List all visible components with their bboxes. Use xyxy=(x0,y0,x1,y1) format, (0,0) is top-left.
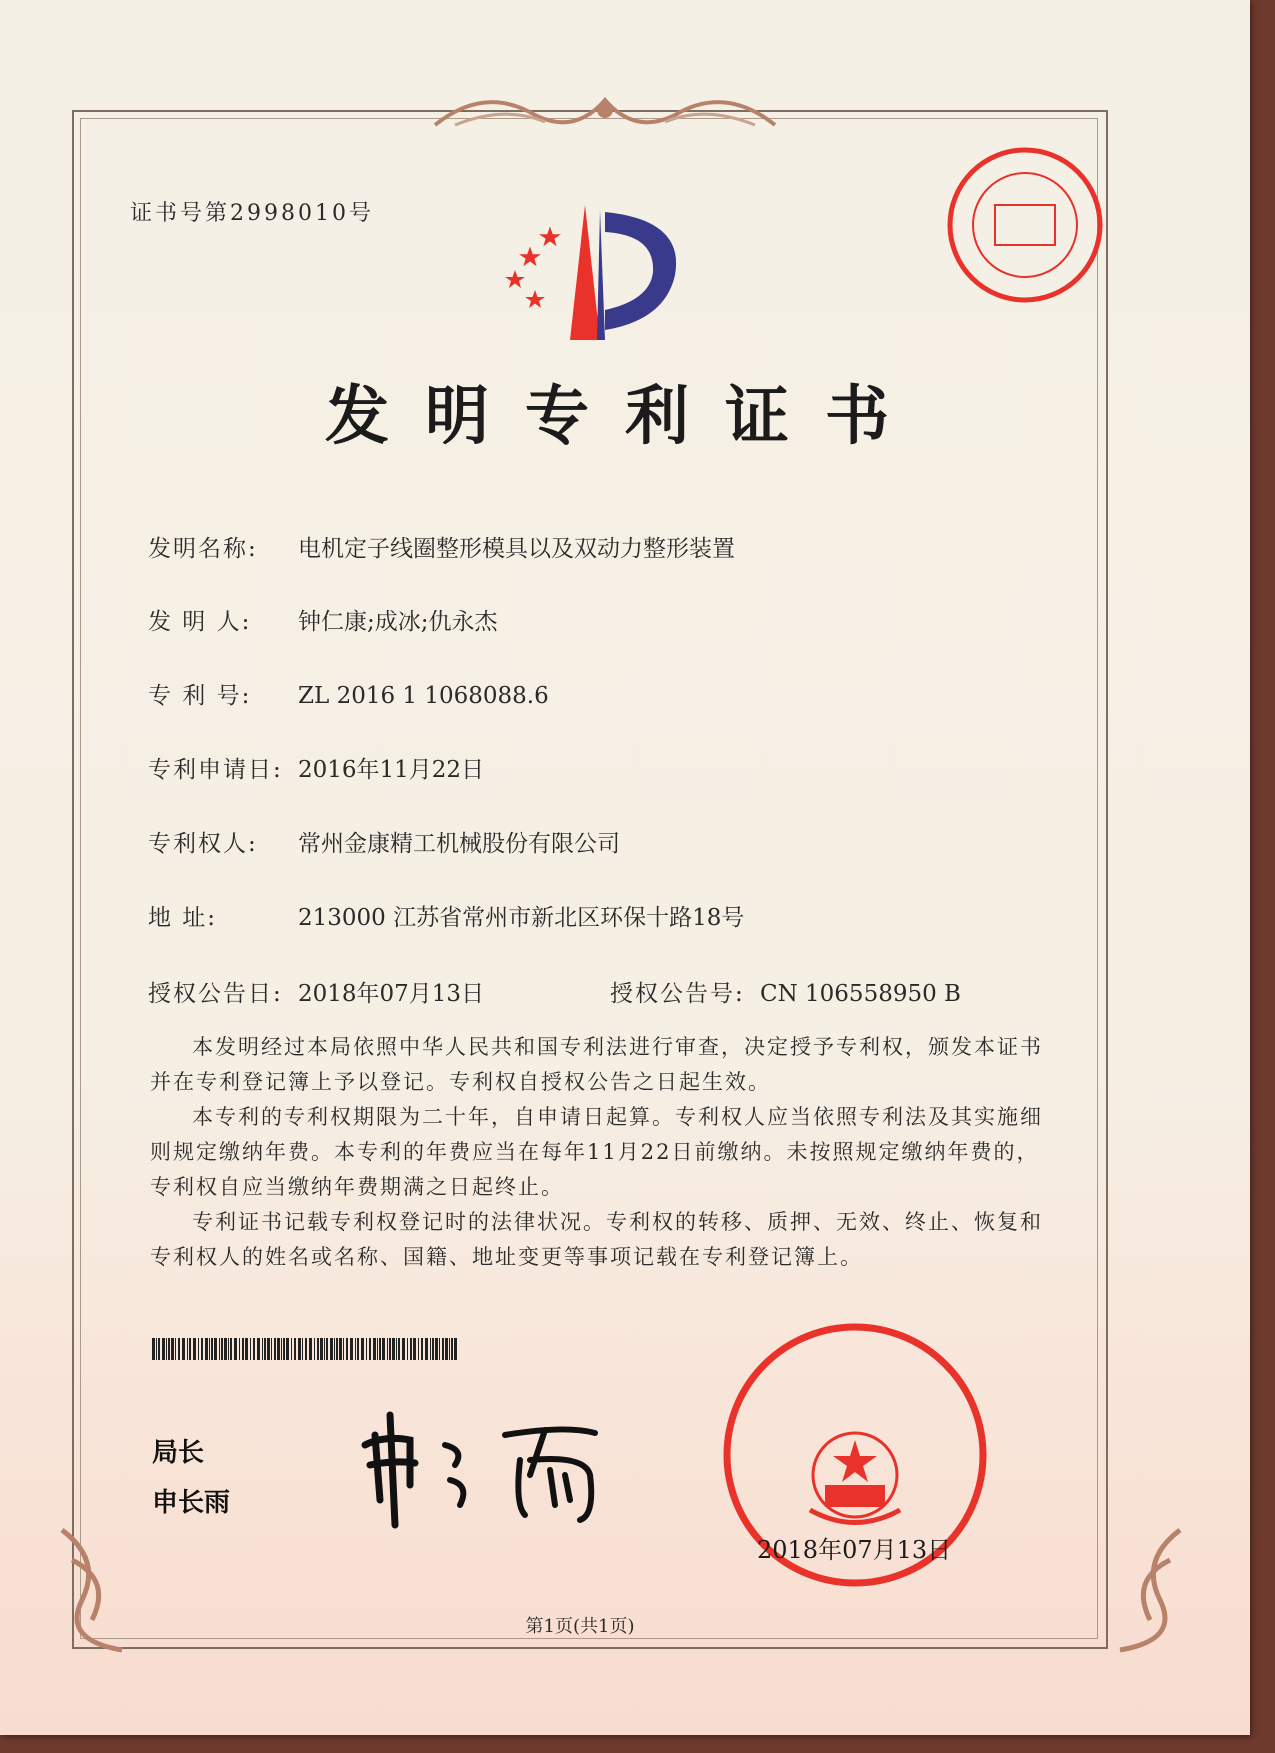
invention-name-label: 发明名称: xyxy=(148,536,258,562)
invention-name-value: 电机定子线圈整形模具以及双动力整形装置 xyxy=(298,536,735,562)
field-inventor xyxy=(148,603,498,636)
field-address xyxy=(148,899,744,932)
patentee-label: 专利权人: xyxy=(148,831,258,857)
filing-date-label: 专利申请日: xyxy=(148,757,283,783)
director-name: 申长雨 xyxy=(152,1488,231,1518)
inventor-value: 钟仁康;成冰;仇永杰 xyxy=(298,609,498,635)
field-grant-date xyxy=(148,975,484,1008)
inventor-label: 发 明 人: xyxy=(148,609,252,635)
field-filing-date xyxy=(148,751,484,784)
director-signature xyxy=(355,1405,615,1535)
grant-no-value: CN 106558950 B xyxy=(760,981,961,1007)
patentee-value: 常州金康精工机械股份有限公司 xyxy=(298,831,620,857)
barcode-icon xyxy=(152,1338,462,1360)
grant-date-label: 授权公告日: xyxy=(148,981,283,1007)
filing-date-value: 2016年11月22日 xyxy=(298,757,485,783)
grant-date-value: 2018年07月13日 xyxy=(298,981,485,1007)
page-number: 第1页(共1页) xyxy=(525,1616,635,1637)
director-title: 局长 xyxy=(152,1438,205,1468)
tax-seal-icon xyxy=(940,140,1110,310)
cnipa-logo-icon xyxy=(505,200,705,350)
address-label: 地 址: xyxy=(148,905,218,931)
field-patent-no xyxy=(148,677,549,710)
body-paragraph-1: 本发明经过本局依照中华人民共和国专利法进行审查，决定授予专利权，颁发本证书并在专利登记簿上予以登记。专利权自授权公告之日起生效。 xyxy=(150,1035,1043,1094)
top-ornament xyxy=(425,80,785,140)
patent-no-value: ZL 2016 1 1068088.6 xyxy=(298,683,549,709)
field-patentee xyxy=(148,825,620,858)
body-paragraph-2: 本专利的专利权期限为二十年，自申请日起算。专利权人应当依照专利法及其实施细则规定缴纳年费。本专利的年费应当在每年11月22日前缴纳。未按照规定缴纳年费的，专利权自应当缴纳年费期满之日起终止。 xyxy=(150,1105,1043,1199)
seal-date: 2018年07月13日 xyxy=(757,1536,952,1564)
bottom-right-ornament xyxy=(1080,1520,1200,1660)
body-paragraph-3: 专利证书记载专利权登记时的法律状况。专利权的转移、质押、无效、终止、恢复和专利权人的姓名或名称、国籍、地址变更等事项记载在专利登记簿上。 xyxy=(150,1210,1043,1269)
patent-no-label: 专 利 号: xyxy=(148,683,252,709)
bottom-left-ornament xyxy=(42,1520,162,1660)
address-value: 213000 江苏省常州市新北区环保十路18号 xyxy=(298,905,745,931)
field-invention-name xyxy=(148,530,735,563)
grant-no-label: 授权公告号: xyxy=(610,981,745,1007)
certificate-number: 证书号第2998010号 xyxy=(130,201,374,226)
field-grant-no xyxy=(610,975,961,1008)
page-title: 发明专利证书 xyxy=(325,379,925,454)
